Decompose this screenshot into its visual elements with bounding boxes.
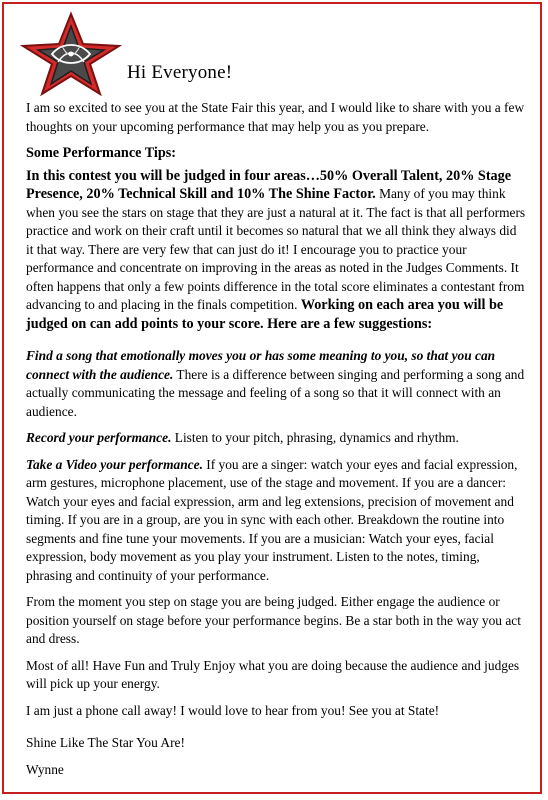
stage-paragraph: From the moment you step on stage you are being judged. Either engage the audience or position yourself on stage before your performance begins. Be a star both in the way you act and dress. bbox=[26, 594, 521, 646]
record-tip-lead: Record your performance. bbox=[26, 430, 172, 445]
video-tip-lead: Take a Video your performance. bbox=[26, 456, 203, 472]
letter-page bbox=[2, 2, 542, 794]
record-paragraph bbox=[26, 429, 526, 448]
fun-paragraph: Most of all! Have Fun and Truly Enjoy what you are doing because the audience and judges will pick up your energy. bbox=[26, 657, 520, 691]
judging-areas: In this contest you will be judged in four areas…50% Overall Talent, 20% Stage Presence, 20% Technical Skill and 10% The Shine Factor. bbox=[26, 167, 512, 202]
star-logo-icon bbox=[18, 10, 124, 98]
song-tip-body: There is a difference between singing and performing a song and actually communicating the message and feeling of a song so that it will connect with an audience. bbox=[26, 366, 525, 419]
tips-heading: Some Performance Tips: bbox=[26, 145, 176, 161]
closing-line: Shine Like The Star You Are! bbox=[26, 735, 185, 750]
video-tip-body: If you are a singer: watch your eyes and facial expression, arm gestures, microphone placement, use of the stage and movement. If you are a dancer: Watch your eyes and facial expression, arm and leg extensions, precision of movement and timing. If you are in a group, are you in sync with each other. Breakdown the routine into segments and fine tune your movements. If you are a musician: Watch your eyes, facial expression, body movement as you play your instrument. Listen to the notes, timing, phrasing and continuity of your performance. bbox=[26, 456, 518, 583]
judging-suggestions: Working on each area you will be judged on can add points to your score. Here are a few suggestions: bbox=[26, 297, 504, 332]
call-paragraph: I am just a phone call away! I would love to hear from you! See you at State! bbox=[26, 702, 440, 718]
letter-body bbox=[26, 99, 526, 787]
greeting: Hi Everyone! bbox=[127, 62, 233, 83]
song-tip-lead: Find a song that emotionally moves you or has some meaning to you, so that you can connect with the audience. bbox=[26, 348, 496, 382]
song-paragraph bbox=[26, 347, 526, 421]
record-tip-body: Listen to your pitch, phrasing, dynamics and rhythm. bbox=[171, 430, 459, 445]
judging-body: Many of you may think when you see the stars on stage that they are just a natural at it. The fact is that all performers practice and work on their craft until it becomes so natural that we all think they always did it that way. There are very few that can just do it! I encourage you to practice your performance and concentrate on improving in the areas as noted in the Judges Comments. It often happens that only a few points difference in the total score eliminates a contestant from advancing to and placing in the finals competition. bbox=[26, 186, 526, 312]
intro-paragraph: I am so excited to see you at the State Fair this year, and I would like to share with you a few thoughts on your upcoming performance that may help you as you prepare. bbox=[26, 100, 525, 134]
signature: Wynne bbox=[26, 761, 64, 777]
judging-paragraph bbox=[26, 167, 526, 334]
video-paragraph bbox=[26, 456, 526, 586]
